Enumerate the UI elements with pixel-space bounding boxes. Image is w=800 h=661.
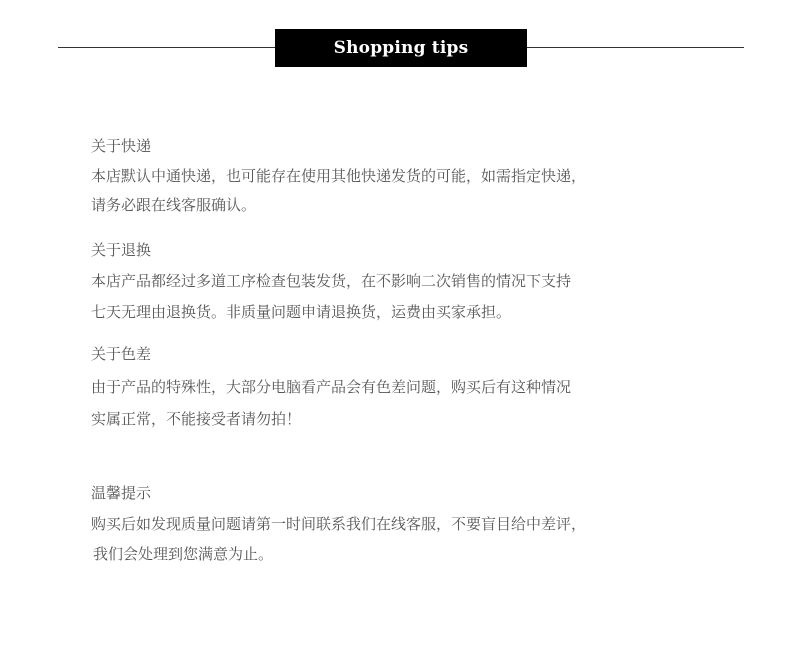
section-text-line: 由于产品的特殊性，大部分电脑看产品会有色差问题，购买后有这种情况 — [91, 378, 572, 396]
section-title: 关于快递 — [91, 137, 152, 155]
header-divider-left — [58, 47, 275, 48]
section-title: 关于退换 — [91, 241, 152, 259]
section-returns — [91, 240, 731, 322]
section-express — [91, 136, 731, 215]
header-divider-right — [527, 47, 744, 48]
section-text-line: 七天无理由退换货。非质量问题申请退换货，运费由买家承担。 — [91, 303, 512, 321]
section-text-line: 本店默认中通快递，也可能存在使用其他快递发货的可能，如需指定快递， — [91, 167, 587, 185]
section-text-line: 实属正常，不能接受者请勿拍！ — [91, 410, 302, 428]
section-title: 关于色差 — [91, 345, 152, 363]
section-text-line: 请务必跟在线客服确认。 — [91, 196, 257, 214]
section-color-difference — [91, 344, 731, 429]
section-text-line: 购买后如发现质量问题请第一时间联系我们在线客服，不要盲目给中差评， — [91, 515, 587, 533]
section-title: 温馨提示 — [91, 484, 152, 502]
header-title: Shopping tips — [275, 29, 527, 67]
section-text-line: 我们会处理到您满意为止。 — [93, 545, 274, 563]
section-text-line: 本店产品都经过多道工序检查包装发货，在不影响二次销售的情况下支持 — [91, 272, 572, 290]
section-reminder — [91, 483, 731, 564]
